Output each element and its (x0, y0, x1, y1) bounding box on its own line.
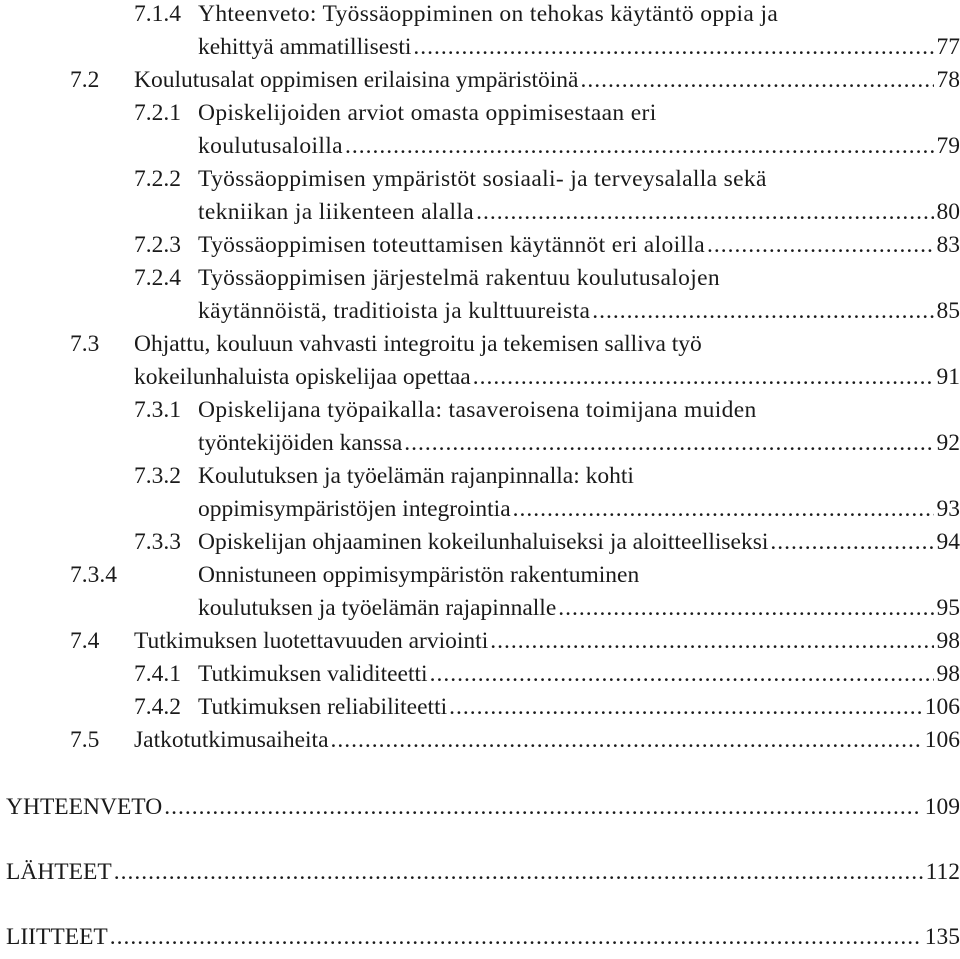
dot-leader (770, 528, 933, 556)
dot-leader (490, 627, 933, 655)
toc-title: Tutkimuksen validiteetti (198, 661, 428, 687)
toc-entry-7-1-4[interactable] (134, 0, 960, 28)
toc-entry-7-4-1[interactable] (134, 660, 960, 688)
toc-entry-7-3-cont[interactable] (134, 363, 960, 391)
toc-title-continued: käytännöistä, traditioista ja kulttuureista (198, 298, 591, 324)
toc-page-number: 92 (936, 430, 960, 456)
toc-number: 7.1.4 (134, 1, 181, 27)
toc-number: 7.3.2 (134, 463, 181, 489)
toc-page-number: 83 (936, 232, 960, 258)
toc-title: Tutkimuksen reliabiliteetti (198, 694, 448, 720)
toc-number: 7.4.2 (134, 694, 181, 720)
toc-page-number: 98 (936, 628, 960, 654)
toc-number: 7.2.1 (134, 100, 181, 126)
dot-leader (345, 132, 934, 160)
toc-page-number: 91 (936, 364, 960, 390)
dot-leader (476, 198, 933, 226)
dot-leader (404, 429, 933, 457)
toc-number: 7.3 (70, 331, 100, 357)
toc-entry-7-3-1[interactable] (134, 396, 960, 424)
toc-number: 7.3.3 (134, 529, 181, 555)
toc-entry-7-3-2-cont[interactable] (198, 495, 960, 523)
toc-title: Koulutusalat oppimisen erilaisina ympäristöinä (134, 67, 579, 93)
toc-number: 7.5 (70, 727, 100, 753)
toc-number: 7.4 (70, 628, 100, 654)
toc-page-number: 93 (936, 496, 960, 522)
toc-title: LIITTEET (6, 924, 108, 950)
toc-entry-7-2-3[interactable] (134, 231, 960, 259)
toc-entry-7-1-4-cont[interactable] (198, 33, 960, 61)
toc-title: Työssäoppimisen ympäristöt sosiaali- ja terveysalalla sekä (198, 166, 767, 192)
toc-entry-7-3-4[interactable] (70, 561, 960, 589)
toc-title: Tutkimuksen luotettavuuden arviointi (134, 628, 489, 654)
toc-title: Ohjattu, kouluun vahvasti integroitu ja tekemisen salliva työ (134, 331, 702, 357)
toc-number: 7.2.4 (134, 265, 181, 291)
dot-leader (592, 297, 933, 325)
toc-entry-7-2-4[interactable] (134, 264, 960, 292)
toc-title: Opiskelijan ohjaaminen kokeilunhaluiseksi ja aloitteelliseksi (198, 529, 769, 555)
toc-page-number: 112 (925, 859, 960, 885)
toc-page-number: 94 (936, 529, 960, 555)
dot-leader (449, 693, 922, 721)
toc-page-number: 80 (936, 199, 960, 225)
toc-page-number: 78 (936, 67, 960, 93)
toc-entry-7-3-2[interactable] (134, 462, 960, 490)
toc-page-number: 135 (924, 924, 960, 950)
toc-page-number: 77 (936, 34, 960, 60)
toc-title: Jatkotutkimusaiheita (134, 727, 329, 753)
dot-leader (707, 231, 934, 259)
dot-leader (580, 66, 933, 94)
toc-page-number: 85 (936, 298, 960, 324)
toc-entry-7-4-2[interactable] (134, 693, 960, 721)
dot-leader (164, 793, 922, 821)
toc-entry-7-3-3[interactable] (134, 528, 960, 556)
toc-number: 7.2.3 (134, 232, 181, 258)
toc-page-number: 98 (936, 661, 960, 687)
toc-title-continued: tekniikan ja liikenteen alalla (198, 199, 475, 225)
toc-title-continued: koulutuksen ja työelämän rajapinnalle (198, 595, 557, 621)
dot-leader (473, 363, 934, 391)
toc-number: 7.2.2 (134, 166, 181, 192)
toc-title: Opiskelijoiden arviot omasta oppimisestaan eri (198, 100, 657, 126)
dot-leader (430, 660, 934, 688)
toc-entry-7-2-1-cont[interactable] (198, 132, 960, 160)
toc-title-continued: kehittyä ammatillisesti (198, 34, 412, 60)
toc-title: Opiskelijana työpaikalla: tasaveroisena toimijana muiden (198, 397, 757, 423)
toc-page-number: 95 (936, 595, 960, 621)
toc-entry-yhteenveto[interactable] (6, 793, 960, 821)
dot-leader (513, 495, 934, 523)
dot-leader (114, 858, 923, 886)
toc-title-continued: kokeilunhaluista opiskelijaa opettaa (134, 364, 471, 390)
toc-page-number: 79 (936, 133, 960, 159)
toc-entry-lahteet[interactable] (6, 858, 960, 886)
toc-title: YHTEENVETO (6, 794, 163, 820)
toc-entry-liitteet[interactable] (6, 923, 960, 951)
toc-entry-7-2-2[interactable] (134, 165, 960, 193)
toc-number: 7.4.1 (134, 661, 181, 687)
toc-title: LÄHTEET (6, 859, 112, 885)
toc-title-continued: oppimisympäristöjen integrointia (198, 496, 511, 522)
toc-page-number: 109 (924, 794, 960, 820)
toc-title-continued: työntekijöiden kanssa (198, 430, 403, 456)
toc-number: 7.3.4 (70, 562, 117, 588)
toc-page-number: 106 (924, 727, 960, 753)
toc-title: Työssäoppimisen järjestelmä rakentuu koulutusalojen (198, 265, 720, 291)
dot-leader (110, 923, 922, 951)
toc-entry-7-2-1[interactable] (134, 99, 960, 127)
toc-entry-7-3-4-cont[interactable] (198, 594, 960, 622)
toc-title: Onnistuneen oppimisympäristön rakentuminen (198, 562, 640, 588)
toc-number: 7.2 (70, 67, 100, 93)
dot-leader (558, 594, 933, 622)
toc-title: Koulutuksen ja työelämän rajanpinnalla: kohti (198, 463, 634, 489)
toc-entry-7-3[interactable] (70, 330, 960, 358)
toc-title: Yhteenveto: Työssäoppiminen on tehokas käytäntö oppia ja (198, 1, 779, 27)
dot-leader (413, 33, 933, 61)
dot-leader (331, 726, 922, 754)
toc-entry-7-3-1-cont[interactable] (198, 429, 960, 457)
toc-entry-7-2-4-cont[interactable] (198, 297, 960, 325)
toc-title-continued: koulutusaloilla (198, 133, 343, 159)
toc-title: Työssäoppimisen toteuttamisen käytännöt eri aloilla (198, 232, 705, 258)
toc-page-number: 106 (924, 694, 960, 720)
toc-entry-7-4[interactable] (70, 627, 960, 655)
toc-number: 7.3.1 (134, 397, 181, 423)
toc-entry-7-2-2-cont[interactable] (198, 198, 960, 226)
toc-entry-7-5[interactable] (70, 726, 960, 754)
toc-entry-7-2[interactable] (70, 66, 960, 94)
